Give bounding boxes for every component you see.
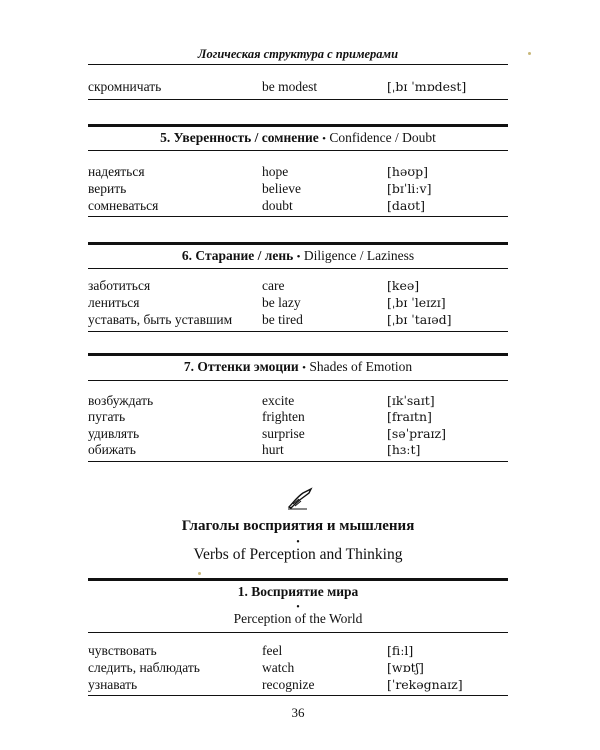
section-heading [88, 248, 508, 264]
bullet: • [322, 133, 327, 145]
english-word: believe [262, 181, 301, 196]
english-word: recognize [262, 677, 315, 692]
transcription: [bɪˈliːv] [387, 181, 432, 196]
english-word: feel [262, 643, 283, 658]
paper-speck [198, 572, 201, 575]
chapter-title-en: Verbs of Perception and Thinking [193, 546, 403, 563]
russian-word: обижать [88, 442, 136, 457]
bullet: • [296, 602, 300, 613]
transcription: [həʊp] [387, 164, 428, 179]
russian-word: верить [88, 181, 127, 196]
chapter-title-ru: Глаголы восприятия и мышления [181, 518, 415, 534]
russian-word: удивлять [88, 426, 140, 441]
vocab-row [88, 441, 508, 458]
section-title-ru: 6. Старание / лень [181, 248, 294, 263]
section-rule [88, 353, 508, 356]
english-word: be lazy [262, 295, 301, 310]
vocab-row [88, 659, 508, 676]
english-word: watch [262, 660, 295, 675]
transcription: [səˈpraɪz] [387, 426, 447, 441]
section-rule [88, 242, 508, 245]
english-word: hope [262, 164, 289, 179]
bullet: • [296, 537, 300, 548]
english-word: surprise [262, 426, 305, 441]
vocab-row [88, 294, 508, 311]
divider [88, 99, 508, 100]
section-rule [88, 124, 508, 127]
transcription: [daʊt] [387, 198, 425, 213]
english-word: excite [262, 393, 295, 408]
russian-word: пугать [88, 409, 126, 424]
divider [88, 150, 508, 151]
english-word: be tired [262, 312, 303, 327]
russian-word: следить, наблюдать [88, 660, 200, 675]
section-title-en: Confidence / Doubt [329, 130, 436, 145]
paper-speck [528, 52, 531, 55]
section-title-en: Diligence / Laziness [303, 248, 415, 263]
vocab-row [88, 78, 508, 95]
transcription: [ˌbɪ ˈtaɪəd] [387, 312, 452, 327]
section-heading [88, 130, 508, 146]
divider [88, 331, 508, 332]
section-title-en: Perception of the World [233, 611, 363, 626]
english-word: frighten [262, 409, 305, 424]
russian-word: чувствовать [88, 643, 157, 658]
vocab-row [88, 392, 508, 409]
section-rule [88, 578, 508, 581]
russian-word: лениться [88, 295, 140, 310]
russian-word: уставать, быть уставшим [88, 312, 233, 327]
vocab-row [88, 408, 508, 425]
divider [88, 461, 508, 462]
transcription: [fiːl] [387, 643, 414, 658]
english-word: be modest [262, 79, 318, 94]
vocab-row [88, 197, 508, 214]
vocab-row [88, 180, 508, 197]
section-title-en: Shades of Emotion [309, 359, 413, 374]
vocab-row [88, 425, 508, 442]
transcription: [wɒtʃ] [387, 660, 424, 675]
vocab-row [88, 676, 508, 693]
english-word: hurt [262, 442, 284, 457]
vocab-row [88, 311, 508, 328]
transcription: [keə] [387, 278, 420, 293]
running-head: Логическая структура с примерами [197, 47, 399, 61]
divider [88, 216, 508, 217]
russian-word: возбуждать [88, 393, 154, 408]
english-word: care [262, 278, 285, 293]
page-number: 36 [291, 705, 305, 720]
running-head-rule [88, 64, 508, 65]
writing-hand-icon [285, 487, 315, 511]
section-title-ru: 7. Оттенки эмоции [183, 359, 299, 374]
transcription: [fraɪtn] [387, 409, 432, 424]
divider [88, 268, 508, 269]
russian-word: надеяться [88, 164, 145, 179]
divider [88, 632, 508, 633]
english-word: doubt [262, 198, 293, 213]
russian-word: сомневаться [88, 198, 159, 213]
section-title-ru: 1. Восприятие мира [237, 584, 359, 599]
bullet: • [302, 362, 306, 374]
russian-word: скромничать [88, 79, 162, 94]
vocab-row [88, 163, 508, 180]
russian-word: узнавать [88, 677, 138, 692]
section-heading [88, 359, 508, 375]
vocab-row [88, 642, 508, 659]
transcription: [ˈrekəgnaɪz] [387, 677, 463, 692]
vocab-row [88, 277, 508, 294]
transcription: [ˌbɪ ˈmɒdest] [387, 79, 467, 94]
transcription: [ˌbɪ ˈleɪzɪ] [387, 295, 446, 310]
bullet: • [296, 251, 301, 263]
transcription: [hɜːt] [387, 442, 421, 457]
divider [88, 695, 508, 696]
section-title-ru: 5. Уверенность / сомнение [160, 130, 319, 145]
russian-word: заботиться [88, 278, 151, 293]
transcription: [ɪkˈsaɪt] [387, 393, 435, 408]
divider [88, 380, 508, 381]
